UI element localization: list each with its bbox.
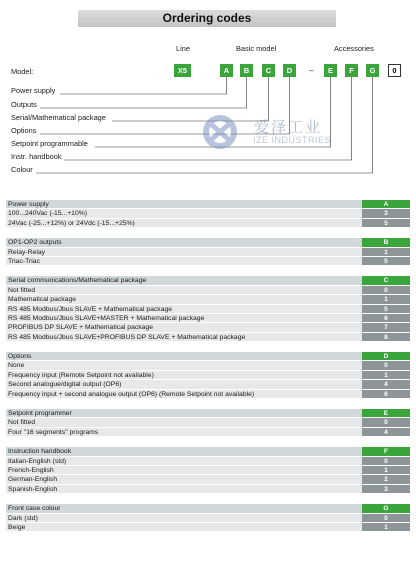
table-row — [6, 466, 410, 475]
table-row — [6, 371, 410, 380]
table-row — [6, 286, 410, 295]
row-code: 0 — [362, 457, 410, 465]
table-row — [6, 257, 410, 266]
row-code: 0 — [362, 418, 410, 426]
table-header-label: Serial communications/Mathematical package — [8, 277, 147, 285]
table-header-row — [6, 276, 410, 285]
watermark — [200, 112, 350, 152]
row-label: 24Vac (-25...+12%) or 24Vdc (-15...+25%) — [8, 219, 135, 227]
row-label: PROFIBUS DP SLAVE + Mathematical package — [8, 324, 154, 332]
code-box-f: F — [345, 64, 358, 77]
code-box-e: E — [324, 64, 337, 77]
row-label: 100...240Vac (-15...+10%) — [8, 210, 88, 218]
table-front-case-colour — [6, 504, 410, 532]
table-header-code: C — [362, 276, 410, 284]
table-header-label: Setpoint programmer — [8, 410, 72, 418]
row-label: RS 485 Modbus/Jbus SLAVE + Mathematical package — [8, 305, 173, 313]
table-row — [6, 514, 410, 523]
table-row — [6, 361, 410, 370]
row-code: 3 — [362, 485, 410, 493]
table-serial-communications-mathematical-package — [6, 276, 410, 342]
table-row — [6, 248, 410, 257]
row-label: RS 485 Modbus/Jbus SLAVE+PROFIBUS DP SLAVE + Mathematical package — [8, 333, 246, 341]
table-header-label: Instruction handbook — [8, 448, 72, 456]
row-code: 6 — [362, 390, 410, 398]
row-label: Triac-Triac — [8, 257, 40, 265]
table-row — [6, 418, 410, 427]
field-serial-math: Serial/Mathematical package — [11, 113, 106, 122]
row-label: Italian-English (std) — [8, 457, 67, 465]
row-label: Frequency input + second analogue output (OP6) (Remote Setpoint not available) — [8, 390, 255, 398]
row-label: German-English — [8, 476, 58, 484]
table-header-code: E — [362, 409, 410, 417]
code-box-g: G — [366, 64, 379, 77]
row-label: Second analogue/digital output (OP6) — [8, 381, 122, 389]
table-row — [6, 314, 410, 323]
table-row — [6, 523, 410, 532]
table-header-label: Power supply — [8, 201, 49, 208]
watermark-cn: 爱泽工业 — [254, 119, 323, 136]
row-label: Dark (std) — [8, 514, 38, 522]
table-row — [6, 475, 410, 484]
row-code: 5 — [362, 257, 410, 265]
field-power-supply: Power supply — [11, 86, 56, 95]
row-label: Mathematical package — [8, 296, 77, 304]
row-code: 8 — [362, 333, 410, 341]
table-row — [6, 333, 410, 342]
ordering-tables — [6, 200, 410, 542]
table-row — [6, 305, 410, 314]
table-row — [6, 209, 410, 218]
row-label: Not fitted — [8, 419, 36, 427]
code-box-a: A — [220, 64, 233, 77]
table-header-row — [6, 352, 410, 361]
row-code: 7 — [362, 323, 410, 331]
row-label: None — [8, 362, 25, 370]
row-code: 4 — [362, 380, 410, 388]
row-code: 1 — [362, 466, 410, 474]
table-header-label: Options — [8, 353, 32, 361]
code-box-c: C — [262, 64, 275, 77]
table-header-row — [6, 238, 410, 247]
table-options — [6, 352, 410, 399]
field-outputs: Outputs — [11, 100, 37, 109]
table-row — [6, 323, 410, 332]
field-options: Options — [11, 126, 37, 135]
table-op1-op2-outputs — [6, 238, 410, 266]
table-header-label: Front case colour — [8, 505, 61, 513]
table-header-code: B — [362, 238, 410, 246]
table-header-code: F — [362, 447, 410, 455]
table-header-row — [6, 409, 410, 418]
header-accessories: Accessories — [334, 44, 374, 53]
row-label: Beige — [8, 523, 26, 531]
row-label: Frequency input (Remote Setpoint not available) — [8, 371, 154, 379]
row-label: Four "16 segments" programs — [8, 428, 99, 436]
table-row — [6, 219, 410, 228]
connector-lines — [0, 0, 416, 200]
table-header-label: OP1-OP2 outputs — [8, 239, 62, 247]
field-handbook: Instr. handbook — [11, 152, 62, 161]
code-box-zero: 0 — [388, 64, 401, 77]
table-row — [6, 428, 410, 437]
row-code: 5 — [362, 219, 410, 227]
table-header-code: G — [362, 504, 410, 512]
table-row — [6, 295, 410, 304]
row-label: Not fitted — [8, 286, 36, 294]
field-colour: Colour — [11, 165, 33, 174]
table-row — [6, 485, 410, 494]
row-code: 1 — [362, 523, 410, 531]
table-row — [6, 380, 410, 389]
table-row — [6, 390, 410, 399]
table-setpoint-programmer — [6, 409, 410, 437]
row-code: 0 — [362, 286, 410, 294]
model-label: Model: — [11, 67, 34, 76]
row-code: 1 — [362, 248, 410, 256]
row-code: 1 — [362, 295, 410, 303]
row-code: 2 — [362, 475, 410, 483]
row-code: 0 — [362, 361, 410, 369]
table-row — [6, 457, 410, 466]
watermark-en: IZE INDUSTRIES — [253, 135, 332, 145]
row-label: Relay-Relay — [8, 248, 46, 256]
table-header-code: D — [362, 352, 410, 360]
table-header-row — [6, 200, 410, 209]
table-header-row — [6, 504, 410, 513]
row-label: RS 485 Modbus/Jbus SLAVE+MASTER + Mathematical package — [8, 314, 205, 322]
row-code: 4 — [362, 428, 410, 436]
code-separator: – — [309, 66, 314, 75]
row-code: 6 — [362, 314, 410, 322]
field-setpoint: Setpoint programmable — [11, 139, 88, 148]
code-box-b: B — [240, 64, 253, 77]
table-power-supply — [6, 200, 410, 228]
row-code: 0 — [362, 514, 410, 522]
row-label: French-English — [8, 466, 54, 474]
code-box-d: D — [283, 64, 296, 77]
row-code: 5 — [362, 305, 410, 313]
table-header-code: A — [362, 200, 410, 208]
table-instruction-handbook — [6, 447, 410, 494]
row-code: 1 — [362, 371, 410, 379]
table-header-row — [6, 447, 410, 456]
row-code: 3 — [362, 209, 410, 217]
ize-logo-icon — [200, 112, 242, 152]
row-label: Spanish-English — [8, 485, 58, 493]
page-title: Ordering codes — [78, 10, 336, 27]
code-box-line: X5 — [174, 64, 191, 77]
header-basic-model: Basic model — [236, 44, 277, 53]
header-line: Line — [176, 44, 190, 53]
